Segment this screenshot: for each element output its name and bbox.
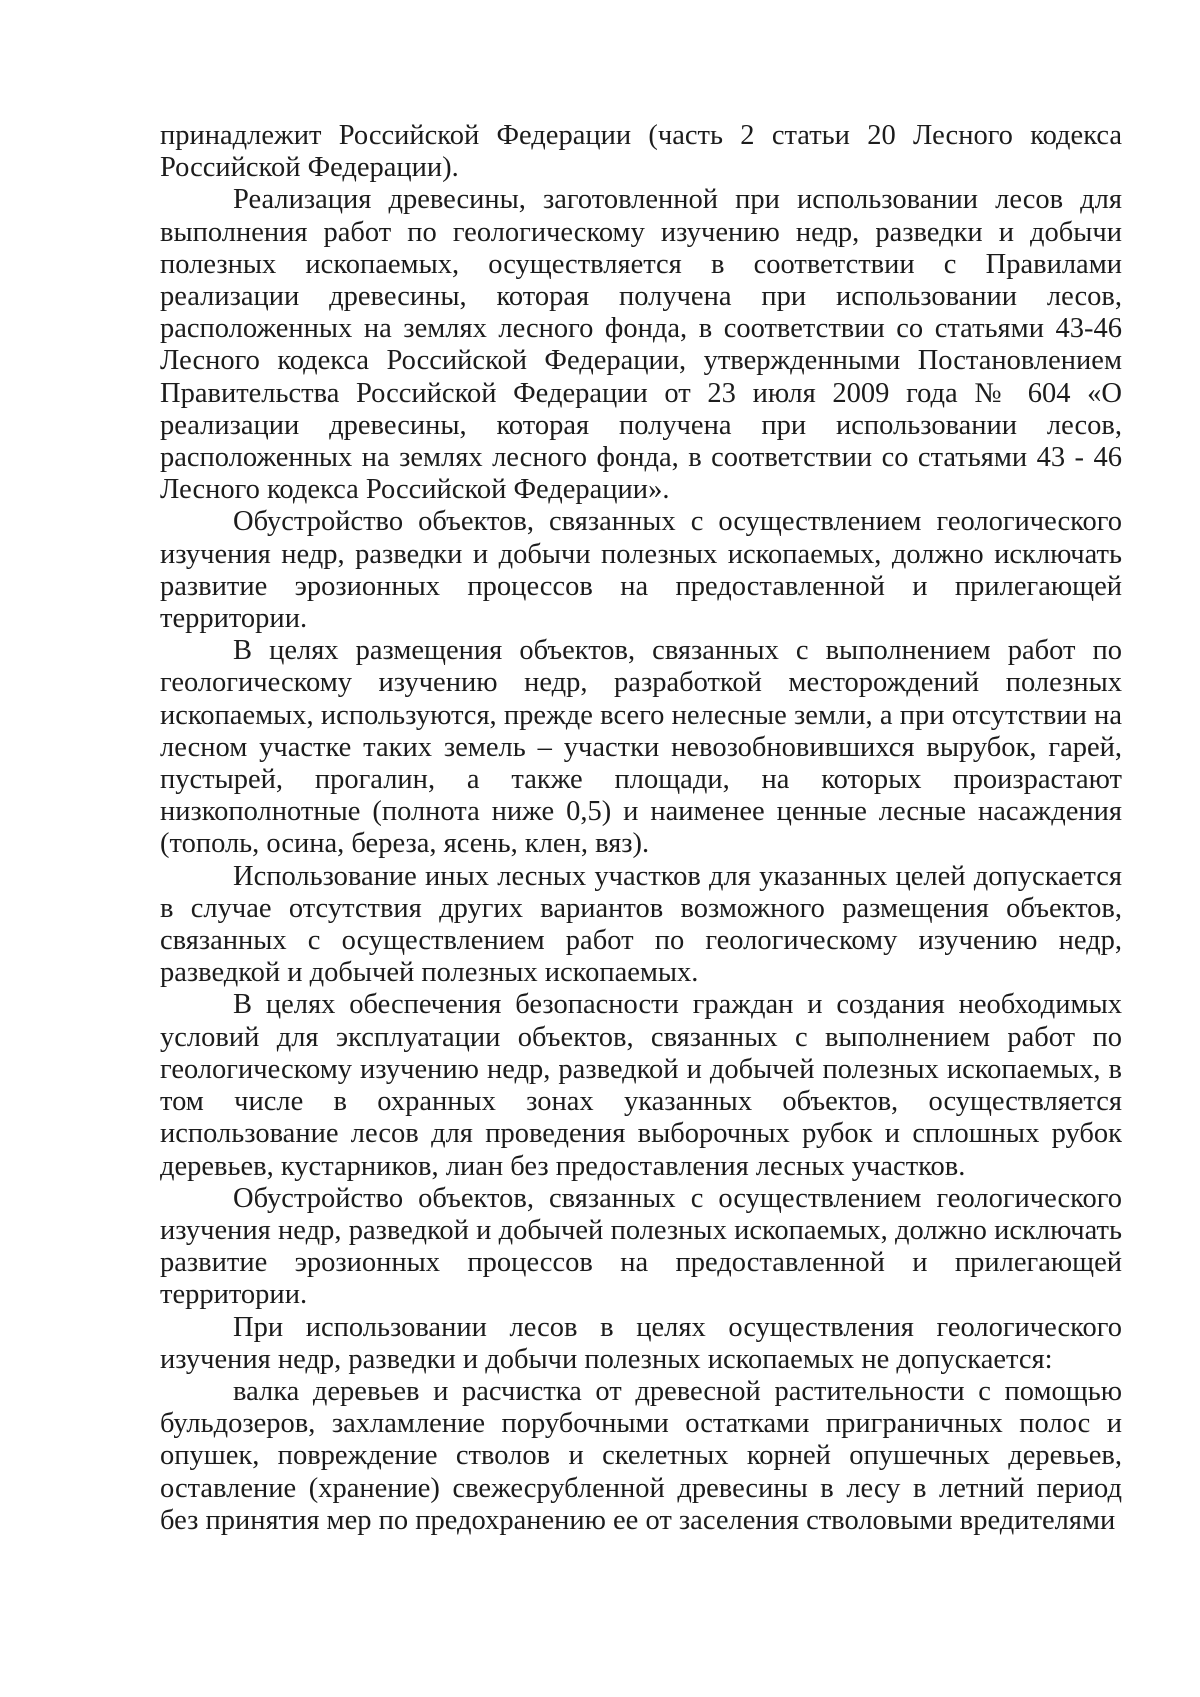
paragraph-6: В целях обеспечения безопасности граждан и создания необходимых условий для эксплуатации объектов, связанных с выполнением работ по геологическому изучению недр, разведкой и добычей полезных ископаемых, в том числе в охранных зонах указанных объектов, осуществляется использование лесов для проведения выборочных рубок и сплошных рубок деревьев, кустарников, лиан без предоставления лесных участков. (160, 989, 1122, 1182)
paragraph-5: Использование иных лесных участков для указанных целей допускается в случае отсутствия других вариантов возможного размещения объектов, связанных с осуществлением работ по геологическому изучению недр, разведкой и добычей полезных ископаемых. (160, 860, 1122, 989)
paragraph-2: Реализация древесины, заготовленной при использовании лесов для выполнения работ по геологическому изучению недр, разведки и добычи полезных ископаемых, осуществляется в соответствии с Правилами реализации древесины, которая получена при использовании лесов, расположенных на землях лесного фонда, в соответствии со статьями 43-46 Лесного кодекса Российской Федерации, утвержденными Постановлением Правительства Российской Федерации от 23 июля 2009 года № 604 «О реализации древесины, которая получена при использовании лесов, расположенных на землях лесного фонда, в соответствии со статьями 43 - 46 Лесного кодекса Российской Федерации». (160, 184, 1122, 506)
paragraph-3: Обустройство объектов, связанных с осуществлением геологического изучения недр, разведки и добычи полезных ископаемых, должно исключать развитие эрозионных процессов на предоставленной и прилегающей территории. (160, 506, 1122, 635)
paragraph-8: При использовании лесов в целях осуществления геологического изучения недр, разведки и добычи полезных ископаемых не допускается: (160, 1311, 1122, 1375)
document-page (160, 120, 1122, 1537)
paragraph-1: принадлежит Российской Федерации (часть 2 статьи 20 Лесного кодекса Российской Федерации). (160, 120, 1122, 184)
paragraph-4: В целях размещения объектов, связанных с выполнением работ по геологическому изучению недр, разработкой месторождений полезных ископаемых, используются, прежде всего нелесные земли, а при отсутствии на лесном участке таких земель – участки невозобновившихся вырубок, гарей, пустырей, прогалин, а также площади, на которых произрастают низкополнотные (полнота ниже 0,5) и наименее ценные лесные насаждения (тополь, осина, береза, ясень, клен, вяз). (160, 635, 1122, 860)
paragraph-9: валка деревьев и расчистка от древесной растительности с помощью бульдозеров, захламление порубочными остатками приграничных полос и опушек, повреждение стволов и скелетных корней опушечных деревьев, оставление (хранение) свежесрубленной древесины в лесу в летний период без принятия мер по предохранению ее от заселения стволовыми вредителями (160, 1375, 1122, 1536)
paragraph-7: Обустройство объектов, связанных с осуществлением геологического изучения недр, разведкой и добычей полезных ископаемых, должно исключать развитие эрозионных процессов на предоставленной и прилегающей территории. (160, 1182, 1122, 1311)
